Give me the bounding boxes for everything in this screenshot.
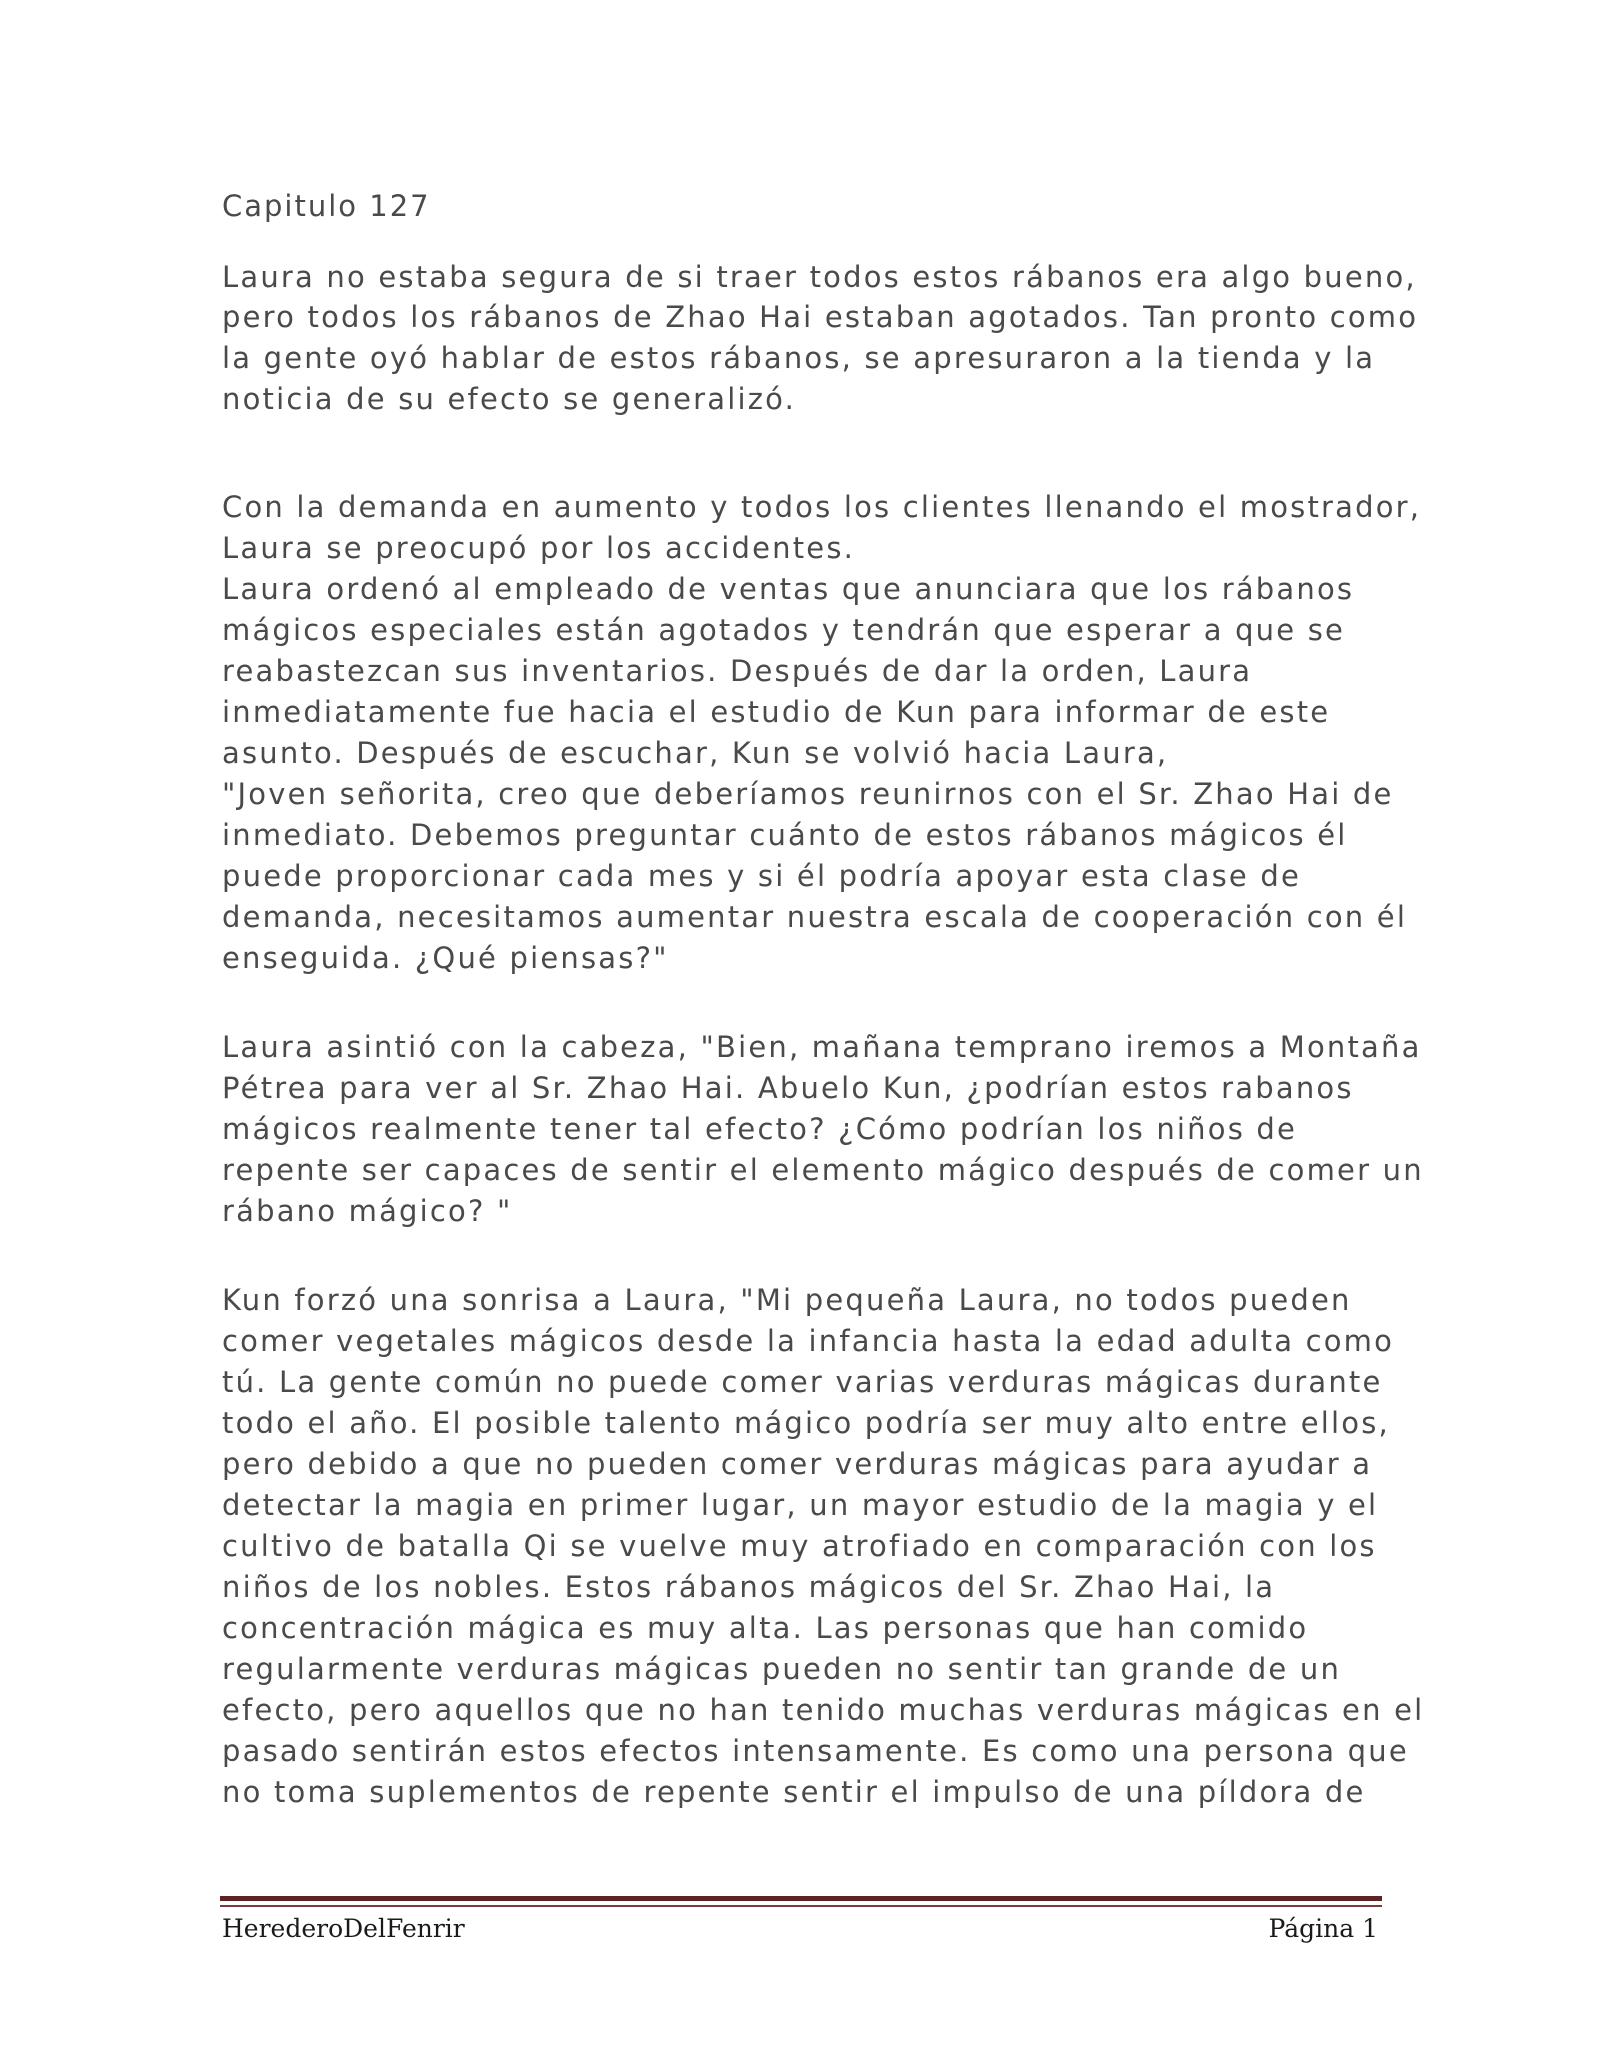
text-line: pero todos los rábanos de Zhao Hai estaban agotados. Tan pronto como [222,300,1419,334]
text-line: demanda, necesitamos aumentar nuestra escala de cooperación con él [222,900,1408,934]
text-line: noticia de su efecto se generalizó. [222,382,797,416]
text-line: reabastezcan sus inventarios. Después de dar la orden, Laura [222,654,1253,688]
text-line: mágicos realmente tener tal efecto? ¿Cómo podrían los niños de [222,1112,1298,1146]
footer-divider-thin [220,1905,1382,1907]
text-line: concentración mágica es muy alta. Las personas que han comido [222,1611,1309,1645]
text-line: inmediatamente fue hacia el estudio de Kun para informar de este [222,695,1331,729]
text-line: Con la demanda en aumento y todos los clientes llenando el mostrador, [222,490,1422,524]
text-line: niños de los nobles. Estos rábanos mágicos del Sr. Zhao Hai, la [222,1570,1276,1604]
text-line: la gente oyó hablar de estos rábanos, se apresuraron a la tienda y la [222,341,1376,375]
text-line: puede proporcionar cada mes y si él podría apoyar esta clase de [222,859,1302,893]
text-line: "Joven señorita, creo que deberíamos reunirnos con el Sr. Zhao Hai de [222,777,1394,811]
text-line: mágicos especiales están agotados y tendrán que esperar a que se [222,613,1346,647]
text-line: regularmente verduras mágicas pueden no sentir tan grande de un [222,1652,1342,1686]
text-line: enseguida. ¿Qué piensas?" [222,941,669,975]
text-line: cultivo de batalla Qi se vuelve muy atrofiado en comparación con los [222,1529,1377,1563]
text-line: pero debido a que no pueden comer verduras mágicas para ayudar a [222,1447,1373,1481]
text-line: asunto. Después de escuchar, Kun se volvió hacia Laura, [222,736,1169,770]
text-line: Kun forzó una sonrisa a Laura, "Mi pequeña Laura, no todos pueden [222,1283,1352,1317]
chapter-title: Capitulo 127 [222,189,431,223]
text-line: repente ser capaces de sentir el elemento mágico después de comer un [222,1153,1424,1187]
text-line: rábano mágico? " [222,1194,513,1228]
text-line: no toma suplementos de repente sentir el impulso de una píldora de [222,1775,1366,1809]
text-line: comer vegetales mágicos desde la infancia hasta la edad adulta como [222,1324,1395,1358]
text-line: efecto, pero aquellos que no han tenido muchas verduras mágicas en el [222,1693,1425,1727]
footer-author: HerederoDelFenrir [222,1914,465,1943]
text-line: pasado sentirán estos efectos intensamente. Es como una persona que [222,1734,1409,1768]
text-line: detectar la magia en primer lugar, un mayor estudio de la magia y el [222,1488,1379,1522]
text-line: Laura se preocupó por los accidentes. [222,531,856,565]
text-line: inmediato. Debemos preguntar cuánto de estos rábanos mágicos él [222,818,1348,852]
text-line: Laura no estaba segura de si traer todos estos rábanos era algo bueno, [222,260,1417,294]
text-line: todo el año. El posible talento mágico podría ser muy alto entre ellos, [222,1406,1390,1440]
text-line: Pétrea para ver al Sr. Zhao Hai. Abuelo Kun, ¿podrían estos rabanos [222,1071,1354,1105]
footer-divider [220,1896,1382,1901]
text-line: tú. La gente común no puede comer varias verduras mágicas durante [222,1365,1383,1399]
footer-page-number: Página 1 [1268,1914,1378,1943]
text-line: Laura ordenó al empleado de ventas que anunciara que los rábanos [222,572,1355,606]
text-line: Laura asintió con la cabeza, "Bien, mañana temprano iremos a Montaña [222,1030,1422,1064]
